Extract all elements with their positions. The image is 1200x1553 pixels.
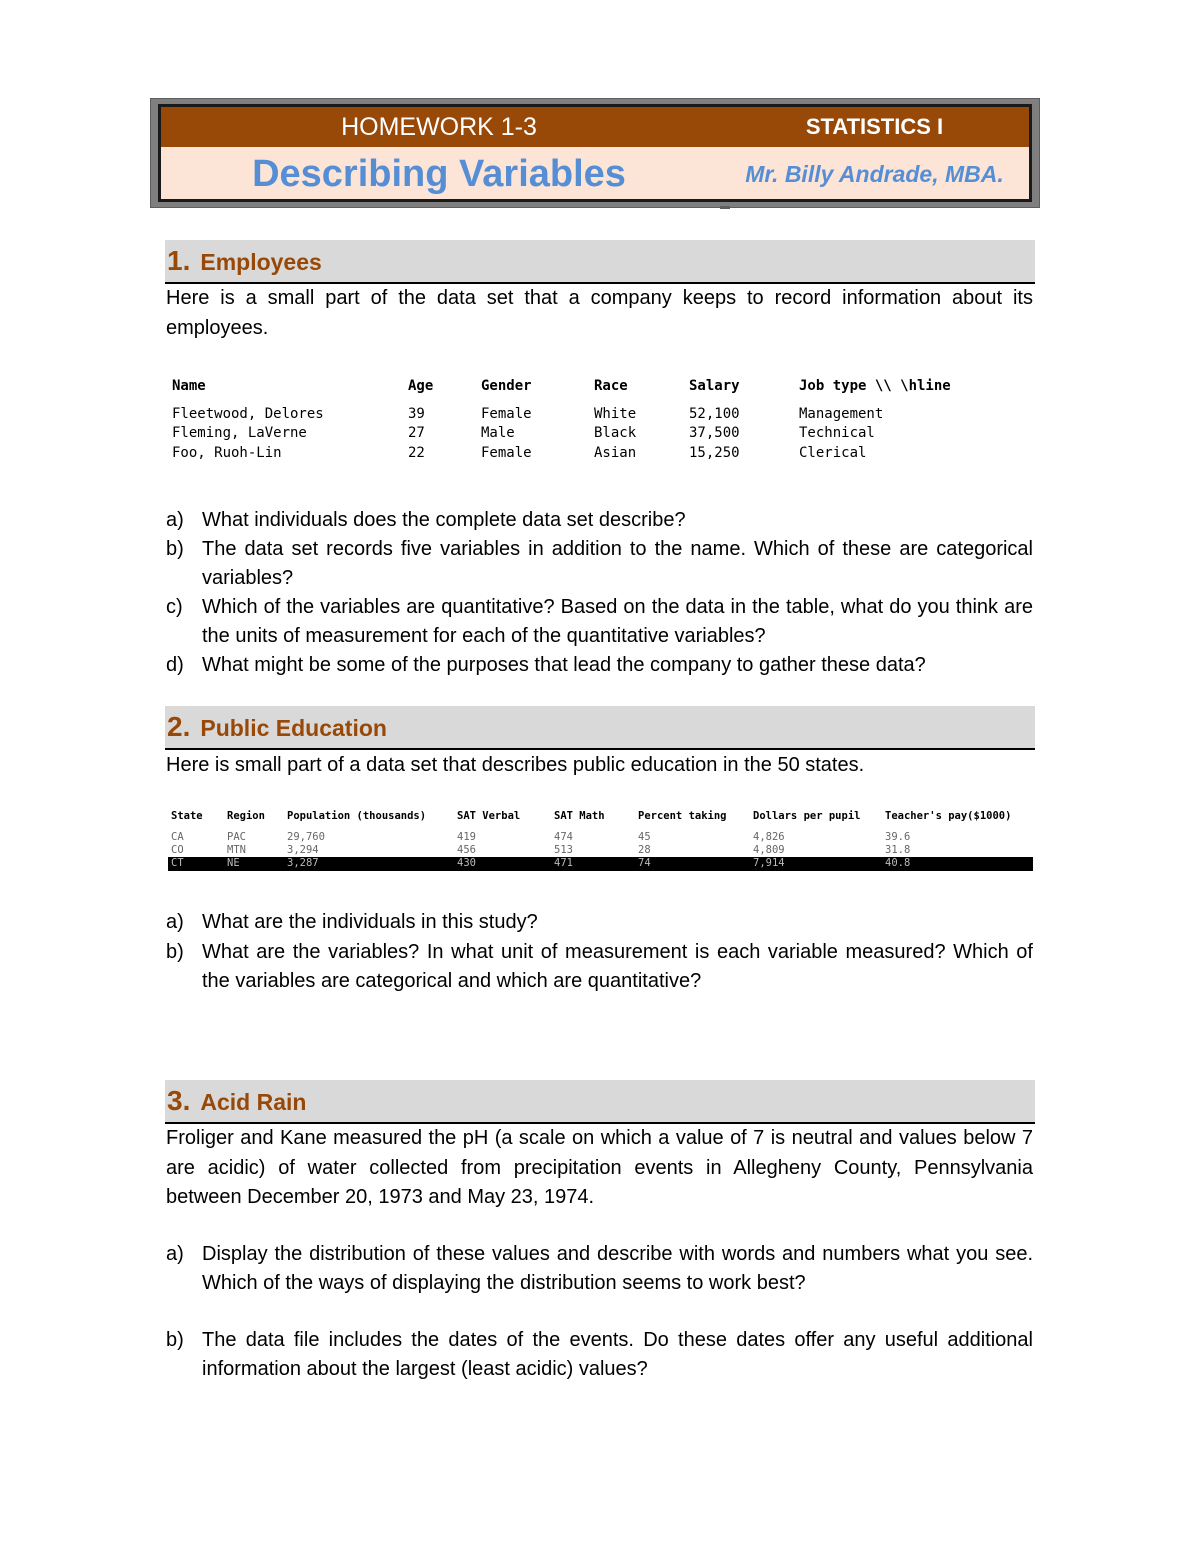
table-cell: 456 bbox=[457, 844, 476, 856]
question-text: What might be some of the purposes that lead the company to gather these data? bbox=[202, 654, 926, 676]
table-cell: Male bbox=[481, 425, 515, 441]
table-cell: NE bbox=[227, 857, 240, 869]
section-number: 2. bbox=[167, 711, 191, 742]
table-header: Name bbox=[172, 378, 206, 394]
table-cell: CO bbox=[171, 844, 184, 856]
table-header: Age bbox=[408, 378, 434, 394]
employees-table bbox=[172, 377, 1032, 467]
question-label: a) bbox=[166, 911, 184, 933]
table-cell: 4,826 bbox=[753, 831, 785, 843]
table-cell: White bbox=[594, 406, 637, 422]
question-text: What individuals does the complete data set describe? bbox=[202, 509, 686, 531]
section-heading bbox=[165, 706, 1035, 750]
table-cell: 74 bbox=[638, 857, 651, 869]
table-cell: MTN bbox=[227, 844, 246, 856]
table-cell: 471 bbox=[554, 857, 573, 869]
table-cell: 52,100 bbox=[689, 406, 740, 422]
table-header: State bbox=[171, 810, 203, 822]
table-cell: 430 bbox=[457, 857, 476, 869]
table-cell: 27 bbox=[408, 425, 425, 441]
question-label: a) bbox=[166, 509, 184, 531]
table-cell: 419 bbox=[457, 831, 476, 843]
table-cell: Foo, Ruoh-Lin bbox=[172, 445, 282, 461]
table-cell: 474 bbox=[554, 831, 573, 843]
table-cell: Female bbox=[481, 445, 532, 461]
table-cell: 3,294 bbox=[287, 844, 319, 856]
question-text: Which of the variables are quantitative? Based on the data in the table, what do you think are the units of measurement for each of the quantitative variables? bbox=[202, 596, 1033, 647]
table-cell: 40.8 bbox=[885, 857, 911, 869]
question-item bbox=[166, 535, 1033, 593]
table-cell: Asian bbox=[594, 445, 637, 461]
table-header: Teacher's pay($1000) bbox=[885, 810, 1012, 822]
question-label: a) bbox=[166, 1243, 184, 1265]
table-cell: 22 bbox=[408, 445, 425, 461]
section-intro: Froliger and Kane measured the pH (a scale on which a value of 7 is neutral and values below 7 are acidic) of water collected from precipitation events in Allegheny County, Pennsylvania between December 20, 1973 and May 23, 1974. bbox=[166, 1127, 1033, 1208]
table-cell: 31.8 bbox=[885, 844, 911, 856]
table-header: Job type \\ \hline bbox=[799, 378, 951, 394]
table-cell: 39 bbox=[408, 406, 425, 422]
table-cell: Management bbox=[799, 406, 884, 422]
question-item bbox=[166, 1240, 1033, 1298]
section-intro: Here is small part of a data set that describes public education in the 50 states. bbox=[166, 754, 865, 776]
question-item bbox=[166, 908, 1033, 937]
table-cell: 45 bbox=[638, 831, 651, 843]
table-cell: 15,250 bbox=[689, 445, 740, 461]
table-header: Region bbox=[227, 810, 265, 822]
table-header: Salary bbox=[689, 378, 740, 394]
table-cell: CT bbox=[171, 857, 184, 869]
question-label: d) bbox=[166, 654, 184, 676]
question-item bbox=[166, 506, 1033, 535]
question-text: What are the variables? In what unit of measurement is each variable measured? Which of the variables are categorical and which are quantitative? bbox=[202, 941, 1033, 992]
table-header: Dollars per pupil bbox=[753, 810, 861, 822]
table-cell: 4,809 bbox=[753, 844, 785, 856]
table-cell: Fleetwood, Delores bbox=[172, 406, 324, 422]
section-number: 1. bbox=[167, 245, 191, 276]
question-item bbox=[166, 938, 1033, 996]
question-text: The data set records five variables in addition to the name. Which of these are categorical variables? bbox=[202, 538, 1033, 589]
section-number: 3. bbox=[167, 1085, 191, 1116]
course-name: STATISTICS I bbox=[805, 114, 944, 139]
question-label: b) bbox=[166, 941, 184, 963]
table-cell: 28 bbox=[638, 844, 651, 856]
question-item bbox=[166, 1326, 1033, 1384]
table-header: Percent taking bbox=[638, 810, 727, 822]
section-intro: Here is a small part of the data set that a company keeps to record information about its employees. bbox=[166, 287, 1033, 339]
table-cell: CA bbox=[171, 831, 184, 843]
table-cell: Female bbox=[481, 406, 532, 422]
table-header: Race bbox=[594, 378, 628, 394]
question-text: What are the individuals in this study? bbox=[202, 911, 538, 933]
table-header: SAT Verbal bbox=[457, 810, 521, 822]
question-text: The data file includes the dates of the events. Do these dates offer any useful additional information about the largest (least acidic) values? bbox=[202, 1329, 1033, 1380]
question-label: b) bbox=[166, 1329, 184, 1351]
question-item bbox=[166, 651, 1033, 680]
section-heading bbox=[165, 1080, 1035, 1124]
table-cell: Black bbox=[594, 425, 637, 441]
question-label: c) bbox=[166, 596, 183, 618]
page-title: Describing Variables bbox=[252, 152, 626, 195]
table-cell: PAC bbox=[227, 831, 246, 843]
section-heading bbox=[165, 240, 1035, 284]
table-cell: Technical bbox=[799, 425, 875, 441]
section-title: Employees bbox=[200, 248, 322, 275]
homework-title: HOMEWORK 1-3 bbox=[341, 112, 537, 141]
question-item bbox=[166, 593, 1033, 651]
table-cell: 37,500 bbox=[689, 425, 740, 441]
table-cell: 7,914 bbox=[753, 857, 785, 869]
table-cell: 3,287 bbox=[287, 857, 319, 869]
header-divider-mark bbox=[720, 206, 730, 209]
section-title: Acid Rain bbox=[200, 1088, 307, 1115]
education-table bbox=[171, 810, 1033, 872]
table-header: SAT Math bbox=[554, 810, 605, 822]
table-header: Gender bbox=[481, 378, 532, 394]
table-cell: 29,760 bbox=[287, 831, 325, 843]
question-text: Display the distribution of these values and describe with words and numbers what you see. Which of the ways of displaying the distribution seems to work best? bbox=[202, 1243, 1033, 1294]
table-cell: Fleming, LaVerne bbox=[172, 425, 307, 441]
table-cell: 39.6 bbox=[885, 831, 911, 843]
table-cell: Clerical bbox=[799, 445, 867, 461]
table-header: Population (thousands) bbox=[287, 810, 427, 822]
instructor-name: Mr. Billy Andrade, MBA. bbox=[745, 160, 1004, 187]
question-label: b) bbox=[166, 538, 184, 560]
table-cell: 513 bbox=[554, 844, 573, 856]
section-title: Public Education bbox=[200, 714, 387, 741]
